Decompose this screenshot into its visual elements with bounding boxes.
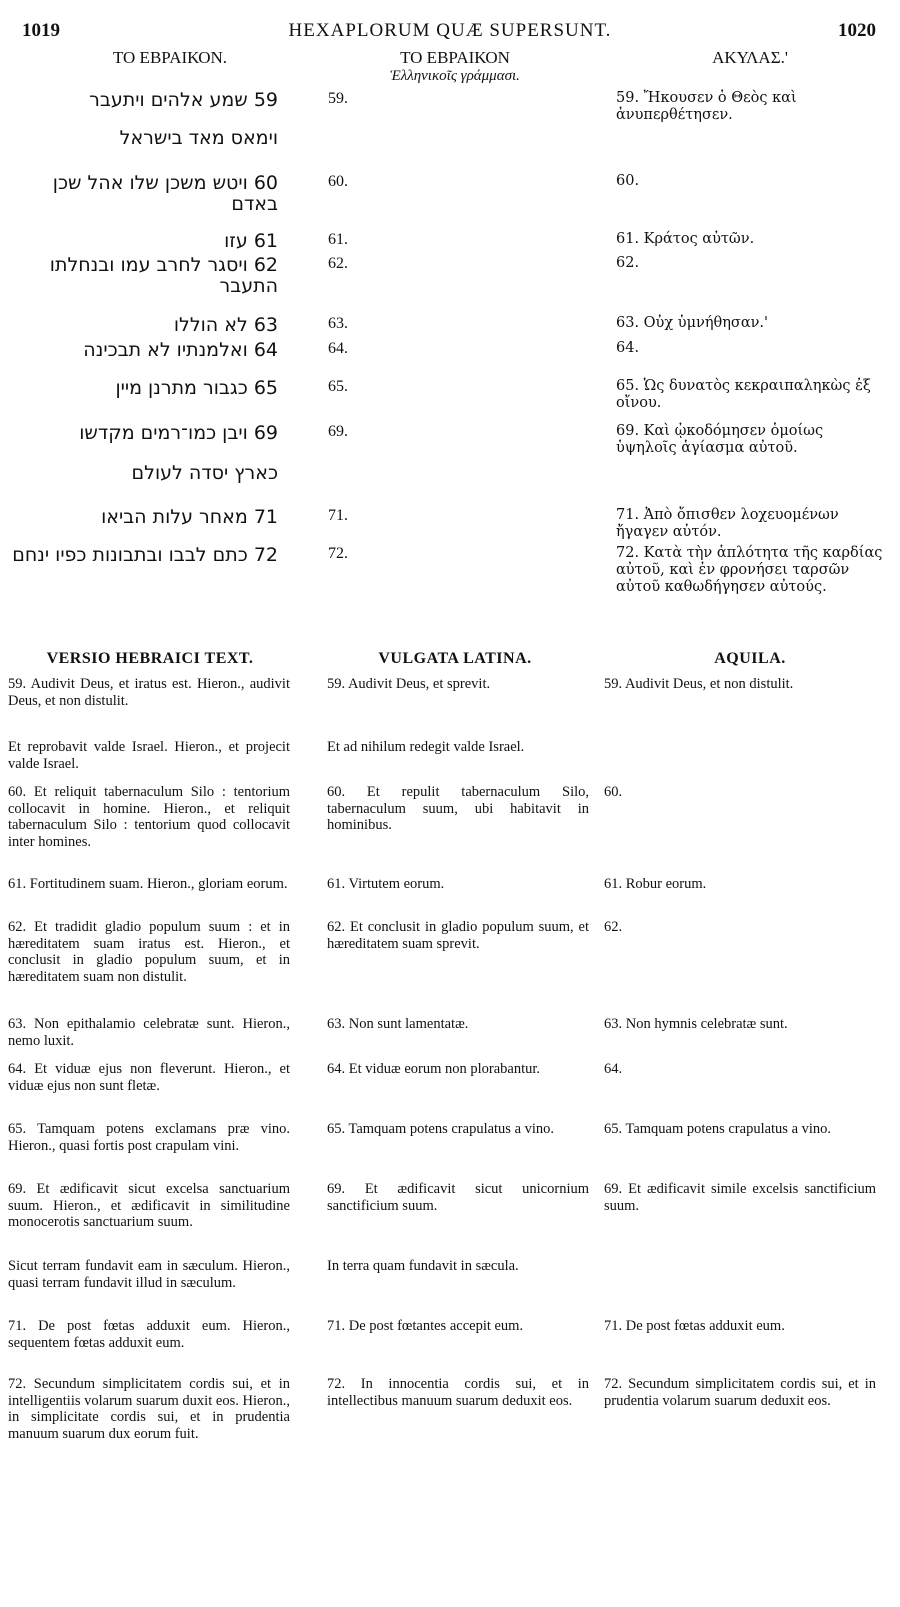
running-head (0, 20, 900, 46)
hebrew-line: 65 כגבור מתרנן מיין (115, 377, 278, 399)
versio-paragraph: 71. De post fœtas adduxit eum. Hieron., sequentem fœtas adduxit eum. (8, 1318, 290, 1351)
vulgata-paragraph: 69. Et ædificavit sicut unicornium sanctificium suum. (327, 1181, 589, 1214)
versio-paragraph: 59. Audivit Deus, et iratus est. Hieron., audivit Deus, et non distulit. (8, 676, 290, 709)
translit-line: 63. (328, 315, 348, 332)
translit-line: 69. (328, 423, 348, 440)
hebrew-line: 71 מאחר עלות הביאו (101, 506, 278, 528)
header-aquila: AQUILA. (714, 650, 786, 667)
header-aquila-greek: ΑΚΥΛΑΣ.' (712, 48, 788, 67)
page-number-right: 1020 (838, 20, 876, 41)
translit-line: 59. (328, 90, 348, 107)
running-title: HEXAPLORUM QUÆ SUPERSUNT. (288, 20, 612, 41)
greek-line: 65. Ὡς δυνατὸς κεκραιπαληκὼς ἐξ οἴνου. (616, 378, 871, 411)
greek-line: 72. Κατὰ τὴν ἁπλότητα τῆς καρδίας αὐτοῦ, καὶ ἐν φρονήσει ταρσῶν αὐτοῦ καθωδήγησεν αὐτούς. (616, 545, 883, 595)
greek-line: 60. (616, 173, 640, 189)
greek-line: 59. Ἤκουσεν ὁ Θεὸς καὶ ἀνυπερθέτησεν. (616, 90, 797, 123)
hebrew-line: 64 ואלמנתיו לא תבכינה (83, 339, 278, 361)
vulgata-paragraph: In terra quam fundavit in sæcula. (327, 1258, 519, 1274)
aquila-paragraph: 64. (604, 1061, 623, 1077)
versio-paragraph: 65. Tamquam potens exclamans præ vino. Hieron., quasi fortis post crapulam vini. (8, 1121, 290, 1154)
translit-line: 60. (328, 173, 348, 190)
aquila-paragraph: 62. (604, 919, 623, 935)
header-translit-sub: Ἑλληνικοῖς γράμμασι. (390, 68, 520, 84)
vulgata-paragraph: 71. De post fœtantes accepit eum. (327, 1318, 524, 1334)
aquila-paragraph: 65. Tamquam potens crapulatus a vino. (604, 1121, 832, 1137)
hebrew-line: 69 ויבן כמו־רמים מקדשו (79, 422, 278, 444)
hebrew-line: 72 כתם לבבו ובתבונות כפיו ינחם (12, 544, 278, 566)
hebrew-line: 59 שמע אלהים ויתעבר (89, 89, 278, 111)
translit-line: 64. (328, 340, 348, 357)
hebrew-line: וימאס מאד בישראל (119, 127, 278, 149)
versio-paragraph: 64. Et viduæ ejus non fleverunt. Hieron., et viduæ ejus non sunt fletæ. (8, 1061, 290, 1094)
header-hebrew: ΤΟ ΕΒΡΑΙΚΟΝ. (112, 48, 228, 67)
versio-paragraph: 63. Non epithalamio celebratæ sunt. Hieron., nemo luxit. (8, 1016, 290, 1049)
versio-paragraph: 72. Secundum simplicitatem cordis sui, et in intelligentiis volarum suarum duxit eos. Hieron., in simplicitate cordis sui, et in prudentia manuum suarum dux eorum fuit. (8, 1376, 290, 1442)
vulgata-paragraph: 62. Et conclusit in gladio populum suum, et hæreditatem suam sprevit. (327, 919, 589, 952)
greek-line: 69. Καὶ ᾠκοδόμησεν ὁμοίως ὑψηλοῖς ἁγίασμα αὐτοῦ. (616, 423, 824, 456)
translit-line: 72. (328, 545, 348, 562)
hebrew-line: 63 לא הוללו (173, 314, 278, 336)
vulgata-paragraph: Et ad nihilum redegit valde Israel. (327, 739, 525, 755)
hebrew-line: 61 עזו (224, 230, 278, 252)
page-number-left: 1019 (22, 20, 60, 41)
hebrew-line: 60 ויטש משכן שלו אהל שכן באדם (52, 172, 278, 215)
greek-line: 62. (616, 255, 640, 271)
vulgata-paragraph: 59. Audivit Deus, et sprevit. (327, 676, 491, 692)
header-versio: VERSIO HEBRAICI TEXT. (46, 650, 254, 667)
header-translit (330, 48, 580, 85)
vulgata-paragraph: 65. Tamquam potens crapulatus a vino. (327, 1121, 555, 1137)
vulgata-paragraph: 60. Et repulit tabernaculum Silo, tabernaculum suum, ubi habitavit in hominibus. (327, 784, 589, 833)
versio-paragraph: 62. Et tradidit gladio populum suum : et in hæreditatem suam iratus est. Hieron., et conclusit in gladio populum suum, et in hæreditatem suam non distulit. (8, 919, 290, 985)
aquila-paragraph: 60. (604, 784, 623, 800)
header-vulgata: VULGATA LATINA. (378, 650, 532, 667)
greek-line: 63. Οὐχ ὑμνήθησαν.' (616, 315, 769, 331)
versio-paragraph: Sicut terram fundavit eam in sæculum. Hieron., quasi terram fundavit illud in sæculum. (8, 1258, 290, 1291)
greek-line: 71. Ἀπὸ ὄπισθεν λοχευομένων ἤγαγεν αὐτόν. (616, 507, 839, 540)
translit-line: 61. (328, 231, 348, 248)
versio-paragraph: Et reprobavit valde Israel. Hieron., et projecit valde Israel. (8, 739, 290, 772)
header-translit-title: ΤΟ ΕΒΡΑΙΚΟΝ (400, 48, 510, 67)
aquila-paragraph: 71. De post fœtas adduxit eum. (604, 1318, 785, 1334)
translit-line: 71. (328, 507, 348, 524)
vulgata-paragraph: 63. Non sunt lamentatæ. (327, 1016, 469, 1032)
aquila-paragraph: 61. Robur eorum. (604, 876, 707, 892)
aquila-paragraph: 63. Non hymnis celebratæ sunt. (604, 1016, 788, 1032)
versio-paragraph: 60. Et reliquit tabernaculum Silo : tentorium collocavit in homine. Hieron., et reliquit tabernaculum Silo : tentorium quod collocavit inter homines. (8, 784, 290, 850)
vulgata-paragraph: 61. Virtutem eorum. (327, 876, 445, 892)
hebrew-line: 62 ויסגר לחרב עמו ובנחלתו התעבר (49, 254, 278, 297)
greek-line: 61. Κράτος αὐτῶν. (616, 231, 755, 247)
versio-paragraph: 69. Et ædificavit sicut excelsa sanctuarium suum. Hieron., et ædificavit in similitudine monocerotis sanctuarium suum. (8, 1181, 290, 1230)
versio-paragraph: 61. Fortitudinem suam. Hieron., gloriam eorum. (8, 876, 288, 892)
aquila-paragraph: 72. Secundum simplicitatem cordis sui, et in prudentia volarum suarum deduxit eos. (604, 1376, 876, 1409)
aquila-paragraph: 69. Et ædificavit simile excelsis sanctificium suum. (604, 1181, 876, 1214)
vulgata-paragraph: 64. Et viduæ eorum non plorabantur. (327, 1061, 541, 1077)
translit-line: 65. (328, 378, 348, 395)
vulgata-paragraph: 72. In innocentia cordis sui, et in intellectibus manuum suarum deduxit eos. (327, 1376, 589, 1409)
greek-line: 64. (616, 340, 640, 356)
hebrew-line: כארץ יסדה לעולם (131, 462, 278, 484)
translit-line: 62. (328, 255, 348, 272)
aquila-paragraph: 59. Audivit Deus, et non distulit. (604, 676, 794, 692)
